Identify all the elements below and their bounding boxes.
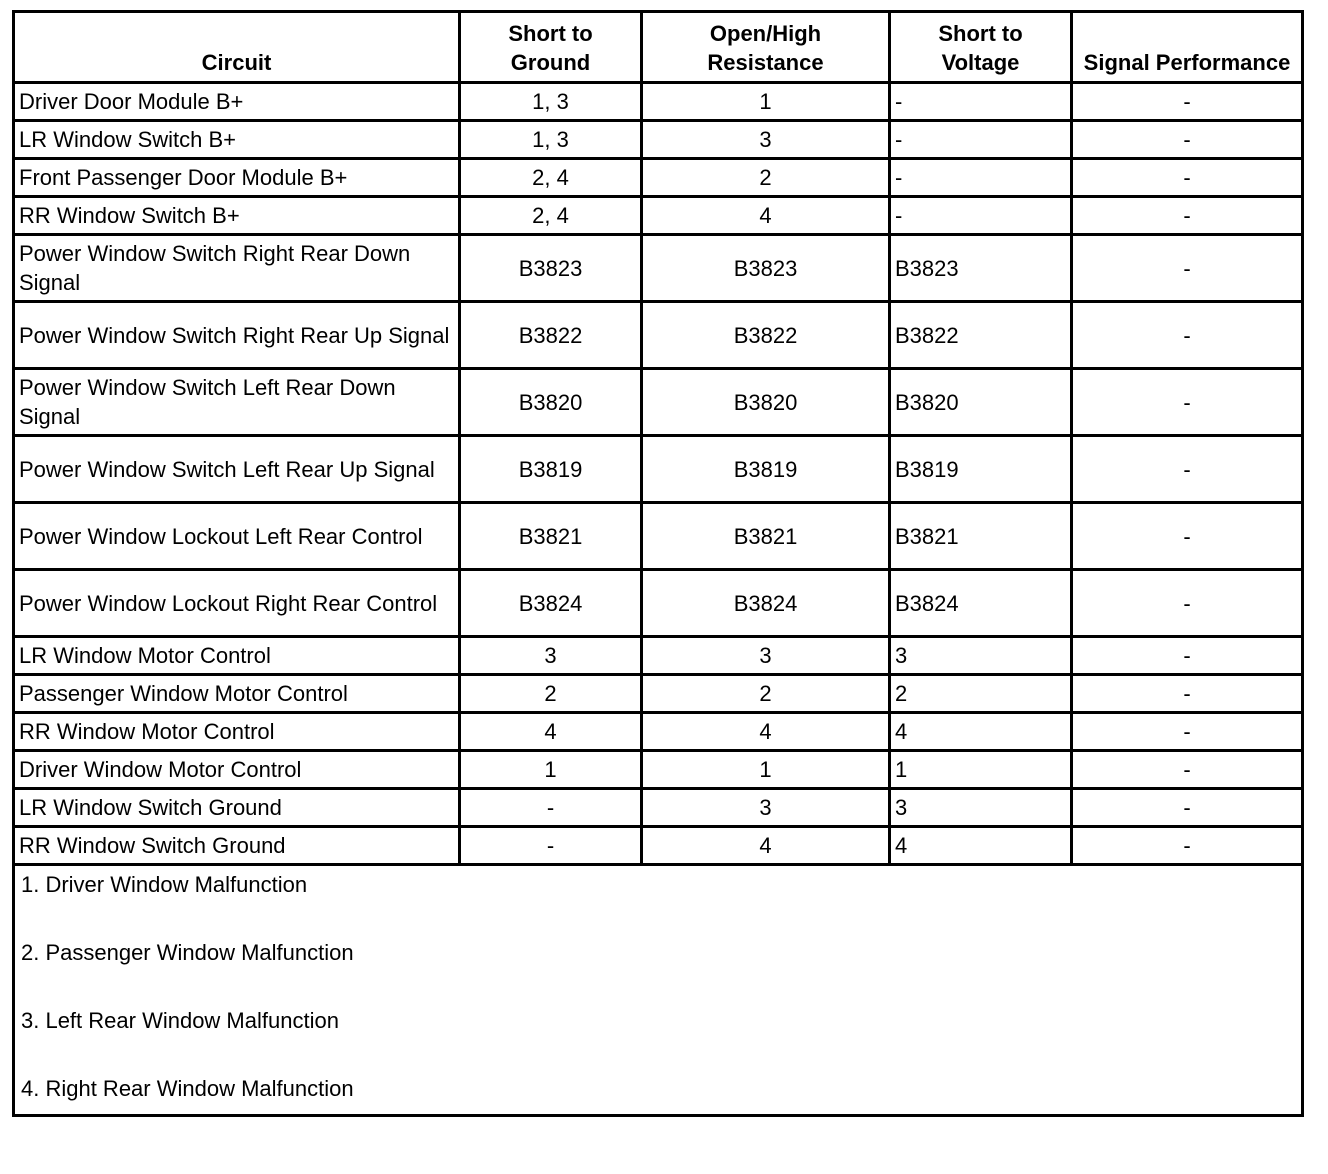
short-to-voltage-cell: 2	[890, 675, 1072, 713]
note: 2. Passenger Window Malfunction	[21, 940, 354, 965]
short-to-ground-cell: 1	[460, 751, 642, 789]
header-open-high-resistance: Open/High Resistance	[642, 12, 890, 83]
circuit-cell: LR Window Switch Ground	[14, 789, 460, 827]
open-high-resistance-cell: B3820	[642, 369, 890, 436]
table-row	[14, 675, 1303, 713]
short-to-voltage-cell: 3	[890, 637, 1072, 675]
circuit-cell: Power Window Switch Left Rear Down Signal	[14, 369, 460, 436]
header-row	[14, 12, 1303, 83]
signal-performance-cell: -	[1072, 83, 1303, 121]
signal-performance-cell: -	[1072, 637, 1303, 675]
short-to-ground-cell: B3820	[460, 369, 642, 436]
signal-performance-cell: -	[1072, 235, 1303, 302]
table-row	[14, 159, 1303, 197]
open-high-resistance-cell: 3	[642, 637, 890, 675]
open-high-resistance-cell: B3819	[642, 436, 890, 503]
short-to-voltage-cell: 4	[890, 827, 1072, 865]
note: 1. Driver Window Malfunction	[21, 872, 308, 897]
short-to-ground-cell: B3824	[460, 570, 642, 637]
signal-performance-cell: -	[1072, 159, 1303, 197]
table-row	[14, 197, 1303, 235]
open-high-resistance-cell: 4	[642, 197, 890, 235]
short-to-voltage-cell: -	[890, 83, 1072, 121]
short-to-voltage-cell: B3820	[890, 369, 1072, 436]
signal-performance-cell: -	[1072, 675, 1303, 713]
signal-performance-cell: -	[1072, 436, 1303, 503]
circuit-cell: Power Window Switch Right Rear Down Signal	[14, 235, 460, 302]
short-to-voltage-cell: 1	[890, 751, 1072, 789]
open-high-resistance-cell: B3824	[642, 570, 890, 637]
short-to-voltage-cell: B3819	[890, 436, 1072, 503]
short-to-ground-cell: 2, 4	[460, 197, 642, 235]
short-to-ground-cell: -	[460, 789, 642, 827]
open-high-resistance-cell: 2	[642, 675, 890, 713]
short-to-voltage-cell: -	[890, 121, 1072, 159]
notes-row	[14, 865, 1303, 1116]
short-to-voltage-cell: B3824	[890, 570, 1072, 637]
signal-performance-cell: -	[1072, 302, 1303, 369]
circuit-cell: RR Window Switch Ground	[14, 827, 460, 865]
open-high-resistance-cell: 4	[642, 827, 890, 865]
circuit-cell: LR Window Motor Control	[14, 637, 460, 675]
open-high-resistance-cell: B3823	[642, 235, 890, 302]
short-to-ground-cell: 4	[460, 713, 642, 751]
circuit-cell: RR Window Switch B+	[14, 197, 460, 235]
short-to-ground-cell: B3821	[460, 503, 642, 570]
signal-performance-cell: -	[1072, 503, 1303, 570]
short-to-ground-cell: 2	[460, 675, 642, 713]
short-to-voltage-cell: B3821	[890, 503, 1072, 570]
note: 3. Left Rear Window Malfunction	[21, 1008, 339, 1033]
table-row	[14, 751, 1303, 789]
circuit-fault-table	[12, 10, 1304, 1117]
circuit-cell: Power Window Switch Right Rear Up Signal	[14, 302, 460, 369]
short-to-ground-cell: B3822	[460, 302, 642, 369]
header-short-to-voltage: Short to Voltage	[890, 12, 1072, 83]
short-to-voltage-cell: B3822	[890, 302, 1072, 369]
table-row	[14, 369, 1303, 436]
open-high-resistance-cell: 3	[642, 789, 890, 827]
short-to-ground-cell: 1, 3	[460, 83, 642, 121]
circuit-cell: Power Window Lockout Left Rear Control	[14, 503, 460, 570]
table-row	[14, 121, 1303, 159]
short-to-ground-cell: 1, 3	[460, 121, 642, 159]
short-to-ground-cell: 2, 4	[460, 159, 642, 197]
header-circuit: Circuit	[14, 12, 460, 83]
short-to-ground-cell: 3	[460, 637, 642, 675]
short-to-ground-cell: -	[460, 827, 642, 865]
table-row	[14, 789, 1303, 827]
signal-performance-cell: -	[1072, 570, 1303, 637]
table-row	[14, 827, 1303, 865]
open-high-resistance-cell: 4	[642, 713, 890, 751]
header-signal-performance: Signal Performance	[1072, 12, 1303, 83]
open-high-resistance-cell: 1	[642, 83, 890, 121]
short-to-ground-cell: B3823	[460, 235, 642, 302]
circuit-cell: Power Window Switch Left Rear Up Signal	[14, 436, 460, 503]
short-to-voltage-cell: -	[890, 159, 1072, 197]
table-row	[14, 637, 1303, 675]
signal-performance-cell: -	[1072, 121, 1303, 159]
note: 4. Right Rear Window Malfunction	[21, 1076, 354, 1101]
short-to-voltage-cell: 3	[890, 789, 1072, 827]
circuit-cell: Power Window Lockout Right Rear Control	[14, 570, 460, 637]
notes-cell	[14, 865, 1303, 1116]
signal-performance-cell: -	[1072, 827, 1303, 865]
short-to-ground-cell: B3819	[460, 436, 642, 503]
signal-performance-cell: -	[1072, 197, 1303, 235]
table-row	[14, 83, 1303, 121]
open-high-resistance-cell: 2	[642, 159, 890, 197]
circuit-cell: LR Window Switch B+	[14, 121, 460, 159]
signal-performance-cell: -	[1072, 751, 1303, 789]
circuit-cell: Front Passenger Door Module B+	[14, 159, 460, 197]
signal-performance-cell: -	[1072, 789, 1303, 827]
table-row	[14, 570, 1303, 637]
header-short-to-ground: Short to Ground	[460, 12, 642, 83]
table-row	[14, 436, 1303, 503]
short-to-voltage-cell: B3823	[890, 235, 1072, 302]
table-row	[14, 235, 1303, 302]
table-row	[14, 302, 1303, 369]
open-high-resistance-cell: B3822	[642, 302, 890, 369]
table-row	[14, 503, 1303, 570]
short-to-voltage-cell: 4	[890, 713, 1072, 751]
circuit-cell: Driver Door Module B+	[14, 83, 460, 121]
circuit-cell: Passenger Window Motor Control	[14, 675, 460, 713]
open-high-resistance-cell: B3821	[642, 503, 890, 570]
signal-performance-cell: -	[1072, 369, 1303, 436]
table-row	[14, 713, 1303, 751]
circuit-cell: Driver Window Motor Control	[14, 751, 460, 789]
short-to-voltage-cell: -	[890, 197, 1072, 235]
open-high-resistance-cell: 1	[642, 751, 890, 789]
signal-performance-cell: -	[1072, 713, 1303, 751]
open-high-resistance-cell: 3	[642, 121, 890, 159]
circuit-cell: RR Window Motor Control	[14, 713, 460, 751]
